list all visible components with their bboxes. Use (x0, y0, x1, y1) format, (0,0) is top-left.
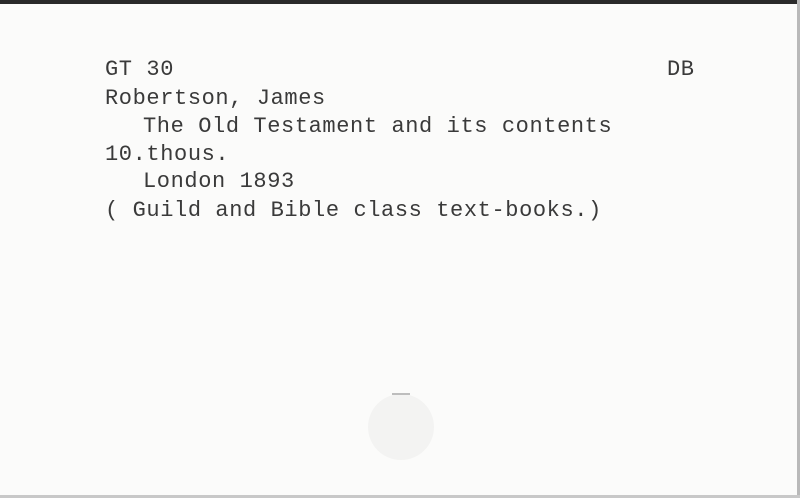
card-top-edge (0, 0, 800, 4)
edition: 10.thous. (105, 142, 230, 167)
location-code: DB (667, 57, 695, 82)
punch-hole-mark (392, 393, 410, 395)
card-punch-hole (368, 394, 434, 460)
author: Robertson, James (105, 86, 326, 111)
series-note: ( Guild and Bible class text-books.) (105, 198, 602, 223)
call-number: GT 30 (105, 57, 175, 82)
title: The Old Testament and its contents (143, 114, 613, 139)
imprint: London 1893 (143, 169, 295, 194)
